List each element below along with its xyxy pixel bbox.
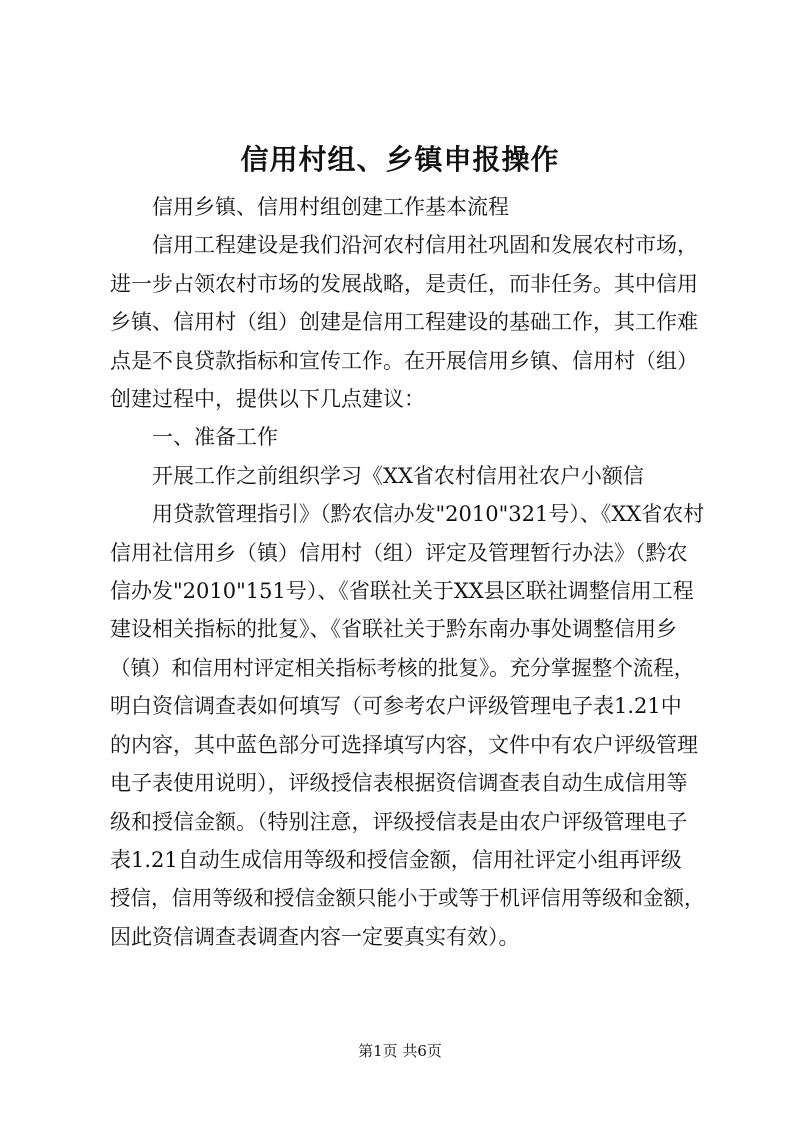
text-line: 信用乡镇、信用村组创建工作基本流程 (152, 195, 509, 219)
text-line: 信办发"2010"151号）、《省联社关于XX县区联社调整信用工程 (110, 579, 694, 604)
text-line: 电子表使用说明），评级授信表根据资信调查表自动生成信用等 (110, 771, 688, 796)
text-line: 因此资信调查表调查内容一定要真实有效）。 (110, 924, 520, 949)
text-line: 乡镇、信用村（组）创建是信用工程建设的基础工作，其工作难 (110, 310, 698, 335)
text-line: 表1.21自动生成信用等级和授信金额，信用社评定小组再评级 (110, 847, 682, 872)
text-line: 明白资信调查表如何填写（可参考农户评级管理电子表1.21中 (110, 694, 682, 719)
body-text (110, 188, 706, 956)
text-line: 进一步占领农村市场的发展战略，是责任，而非任务。其中信用 (110, 271, 698, 296)
text-line: 点是不良贷款指标和宣传工作。在开展信用乡镇、信用村（组） (110, 348, 698, 373)
text-line: 授信，信用等级和授信金额只能小于或等于机评信用等级和金额， (110, 886, 705, 911)
text-line: 开展工作之前组织学习《XX省农村信用社农户小额信 (152, 463, 644, 488)
text-line: 级和授信金额。（特别注意，评级授信表是由农户评级管理电子 (110, 809, 688, 834)
text-line: 用贷款管理指引》（黔农信办发"2010"321号）、《XX省农村 (152, 502, 705, 527)
page-footer: 第1页 共6页 (358, 1042, 442, 1060)
text-line: 的内容，其中蓝色部分可选择填写内容，文件中有农户评级管理 (110, 732, 698, 757)
text-line: 建设相关指标的批复》、《省联社关于黔东南办事处调整信用乡 (110, 617, 677, 642)
text-line: 创建过程中，提供以下几点建议： (110, 387, 425, 412)
text-line: 一、准备工作 (152, 425, 278, 450)
text-line: 信用工程建设是我们沿河农村信用社巩固和发展农村市场， (152, 233, 698, 258)
text-line: （镇）和信用村评定相关指标考核的批复》。充分掌握整个流程， (110, 655, 695, 680)
page-title: 信用村组、乡镇申报操作 (240, 143, 560, 176)
text-line: 信用社信用乡（镇）信用村（组）评定及管理暂行办法》（黔农 (110, 540, 688, 565)
